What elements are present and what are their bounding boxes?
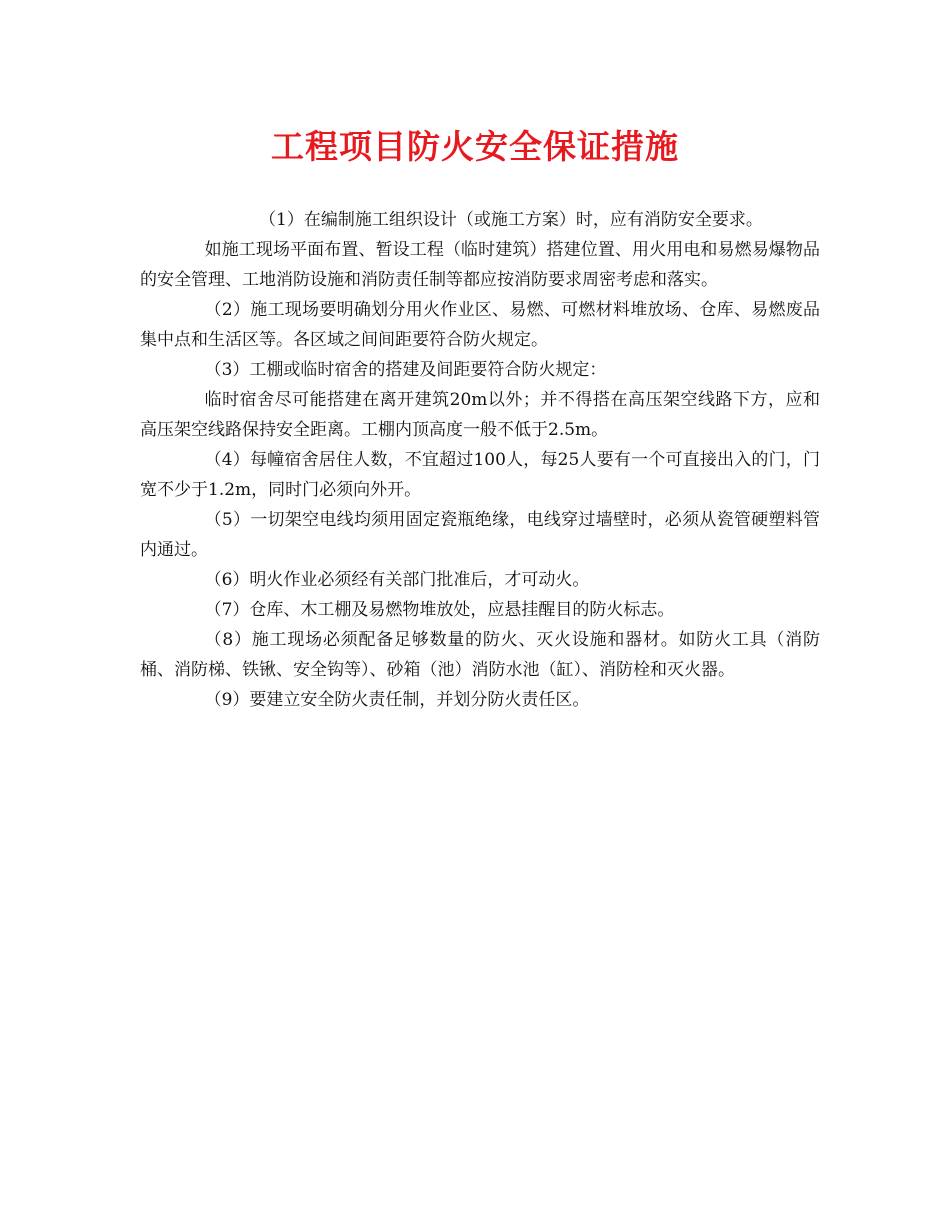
paragraph-3-detail: 临时宿舍尽可能搭建在离开建筑20m以外；并不得搭在高压架空线路下方，应和高压架空线路保持安全距离。工棚内顶高度一般不低于2.5m。 (140, 390, 820, 440)
paragraph-5: （5）一切架空电线均须用固定瓷瓶绝缘，电线穿过墙壁时，必须从瓷管硬塑料管内通过。 (140, 510, 820, 560)
paragraph-4: （4）每幢宿舍居住人数，不宜超过100人，每25人要有一个可直接出入的门，门宽不少于1.2m，同时门必须向外开。 (140, 450, 820, 500)
document-title: 工程项目防火安全保证措施 (271, 127, 679, 166)
paragraph-3: （3）工棚或临时宿舍的搭建及间距要符合防火规定： (204, 360, 607, 380)
paragraph-7: （7）仓库、木工棚及易燃物堆放处，应悬挂醒目的防火标志。 (204, 600, 675, 620)
document-body (140, 205, 820, 715)
paragraph-1-detail: 如施工现场平面布置、暂设工程（临时建筑）搭建位置、用火用电和易燃易爆物品的安全管理、工地消防设施和消防责任制等都应按消防要求周密考虑和落实。 (140, 240, 820, 290)
paragraph-1: （1）在编制施工组织设计（或施工方案）时，应有消防安全要求。 (259, 210, 763, 230)
paragraph-8: （8）施工现场必须配备足够数量的防火、灭火设施和器材。如防火工具（消防桶、消防梯、铁锹、安全钩等）、砂箱（池）消防水池（缸）、消防栓和灭火器。 (140, 630, 820, 680)
paragraph-6: （6）明火作业必须经有关部门批准后，才可动火。 (204, 570, 590, 590)
paragraph-2: （2）施工现场要明确划分用火作业区、易燃、可燃材料堆放场、仓库、易燃废品集中点和生活区等。各区域之间间距要符合防火规定。 (140, 300, 820, 350)
paragraph-9: （9）要建立安全防火责任制，并划分防火责任区。 (204, 690, 590, 710)
